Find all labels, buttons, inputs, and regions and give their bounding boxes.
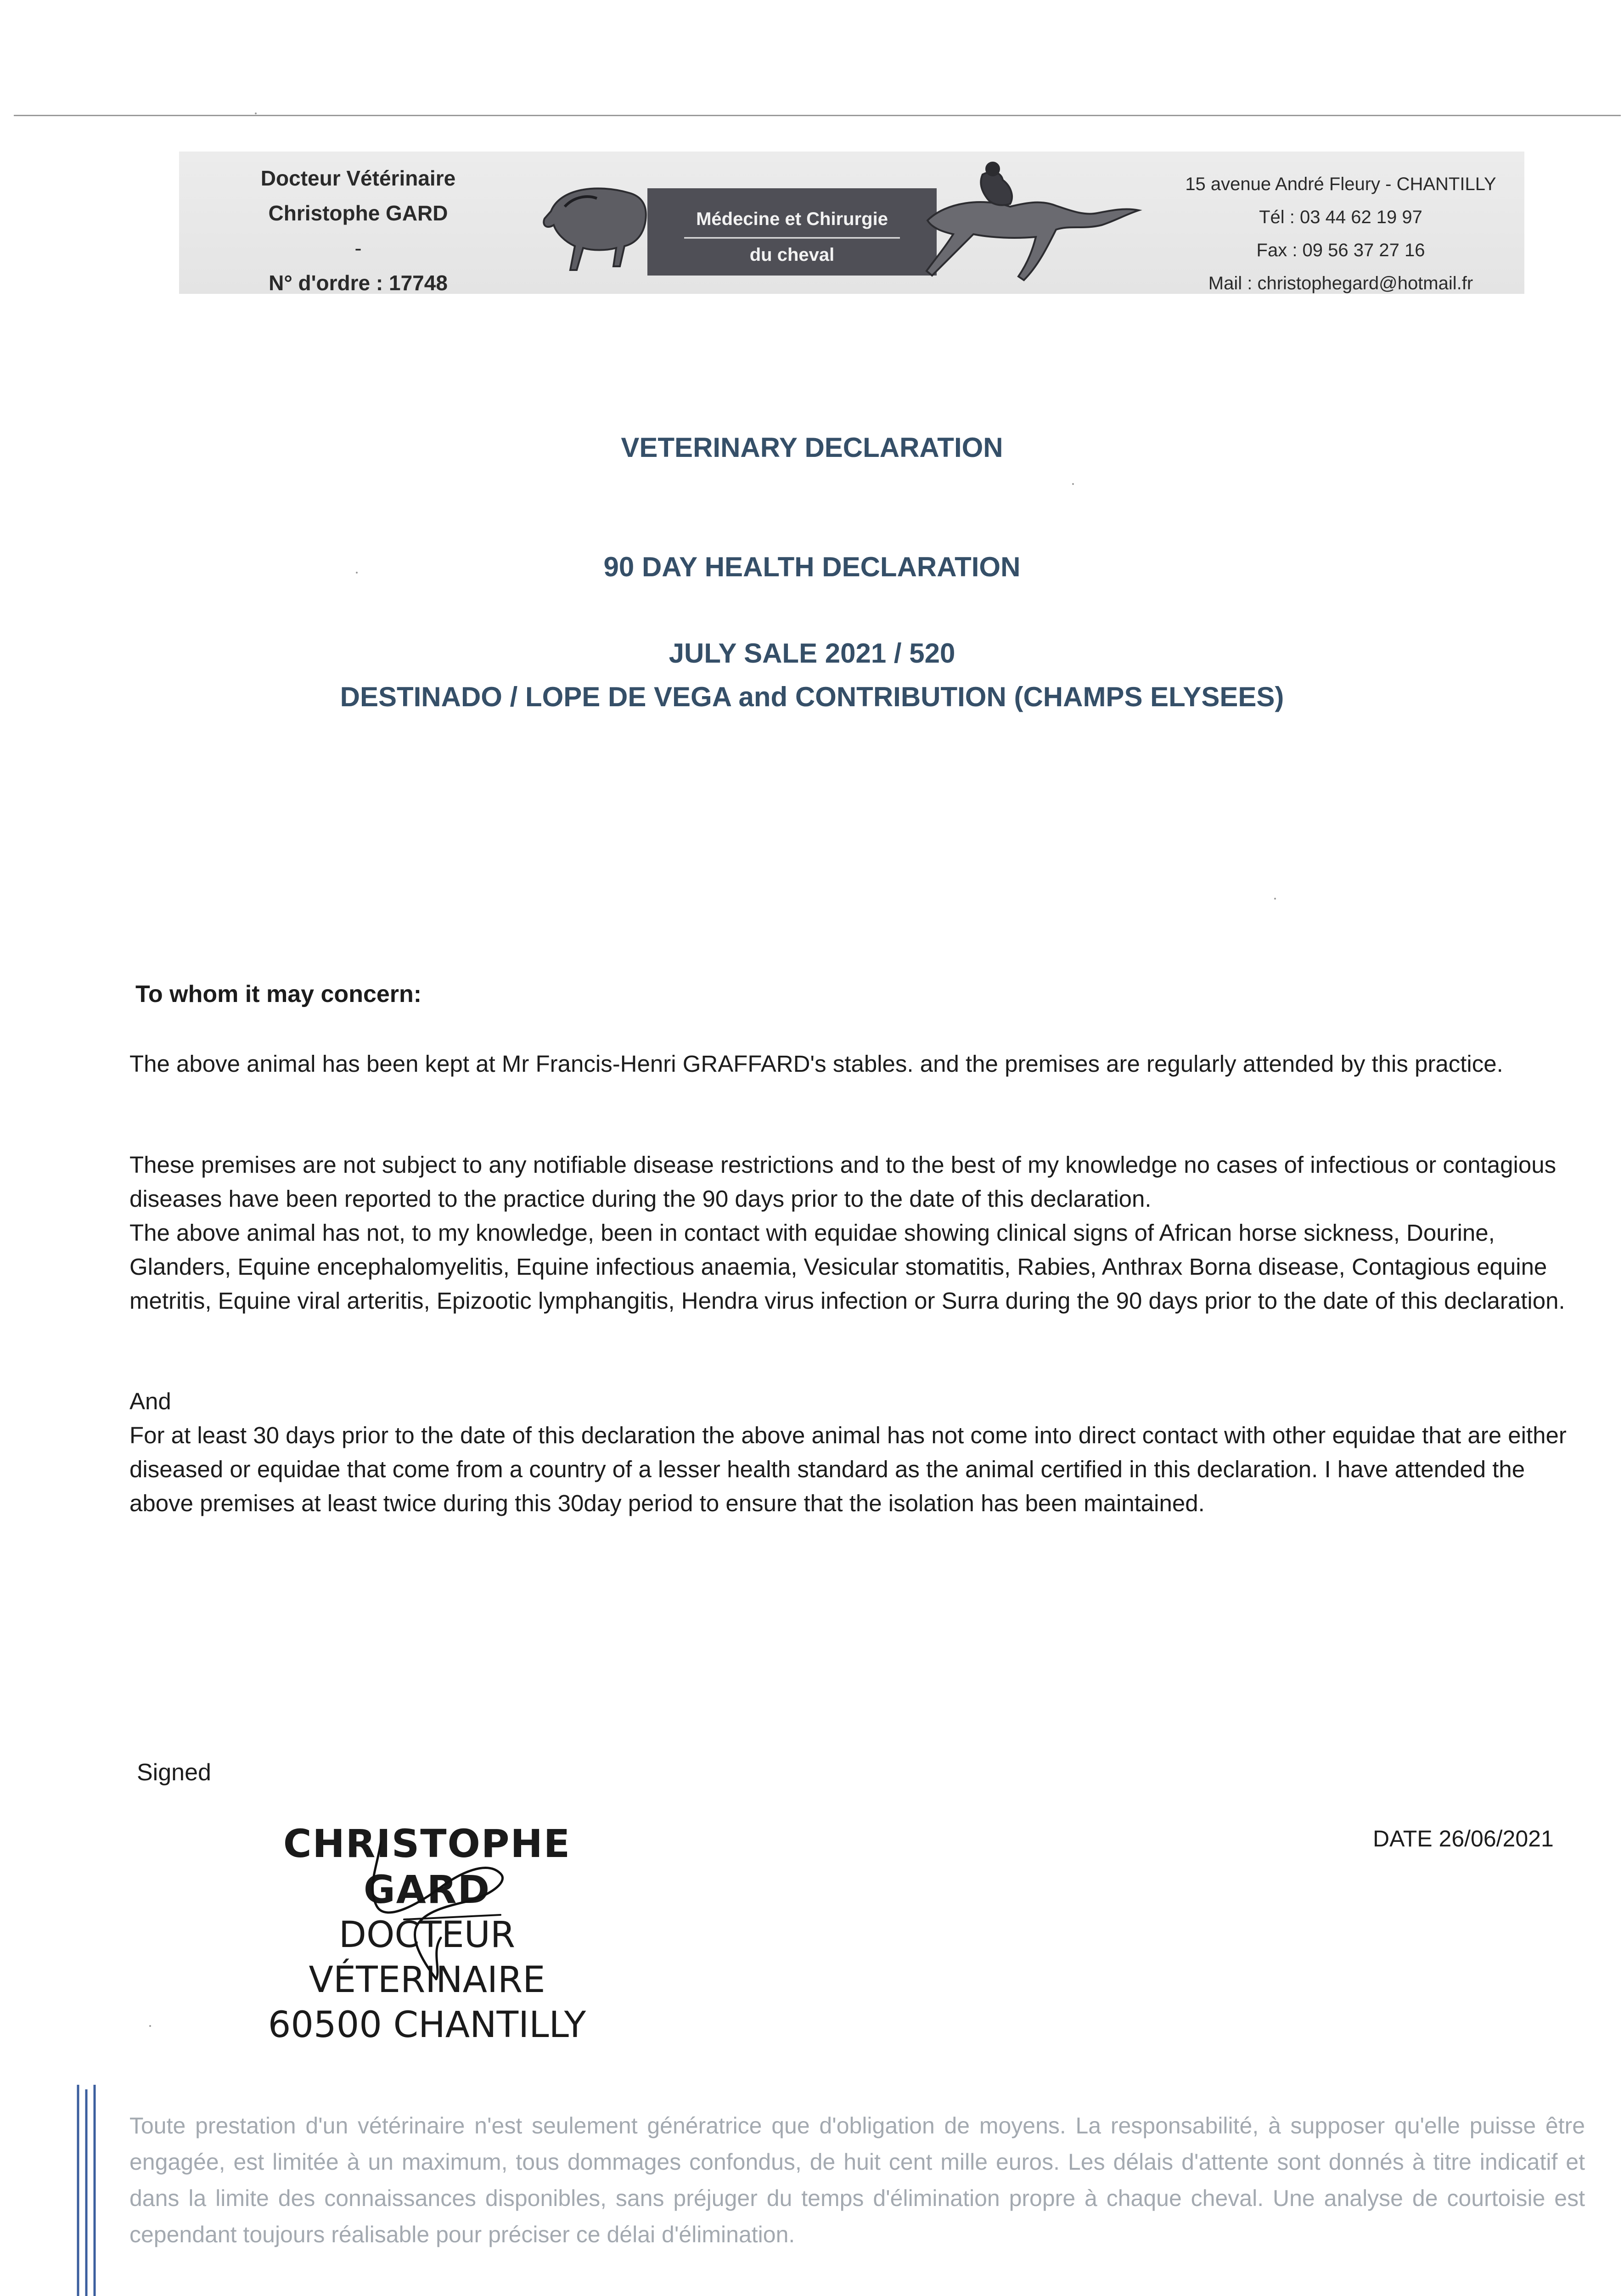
logo-text-box xyxy=(647,188,937,276)
stamp-name: CHRISTOPHE GARD xyxy=(283,1821,571,1912)
paragraph-restrictions: These premises are not subject to any notifiable disease restrictions and to the best of my knowledge no cases of infectious or contagious diseases have been reported to the practice during the 90 days prior to the date of this declaration. xyxy=(129,1152,1557,1212)
stamp-location: 60500 CHANTILLY xyxy=(268,2004,586,2046)
logo-line-2: du cheval xyxy=(749,245,835,265)
declaration-date: DATE 26/06/2021 xyxy=(1373,1826,1554,1851)
paragraph-30-days: For at least 30 days prior to the date of this declaration the above animal has not come into direct contact with other equidae that are either diseased or equidae that come from a country of a lesser health standard as the animal certified in this declaration. I have attended the above premises at least twice during this 30day period to ensure that the isolation has been maintained. xyxy=(129,1422,1567,1516)
top-divider xyxy=(14,115,1621,116)
conjunction-and: And xyxy=(129,1388,171,1414)
paragraph-contact: The above animal has not, to my knowledge, been in contact with equidae showing clinical signs of African horse sickness, Dourine, Glanders, Equine encephalomyelitis, Equine infectious anaemia, Vesicular stomatitis, Rabies, Anthrax Borna disease, Contagious equine metritis, Equine viral arteritis, Epizootic lymphangitis, Hendra virus infection or Surra during the 90 days prior to the date of this declaration. xyxy=(129,1220,1565,1314)
scan-speck xyxy=(1072,483,1074,485)
salutation: To whom it may concern: xyxy=(135,981,422,1007)
scan-speck xyxy=(149,2025,151,2027)
document-title: VETERINARY DECLARATION xyxy=(621,432,1003,463)
sale-reference xyxy=(0,631,1624,719)
legal-disclaimer: Toute prestation d'un vétérinaire n'est seulement génératrice que d'obligation de moyens. La responsabilité, à supposer qu'elle puisse être engagée, est limitée à un maximum, tous dommages confondus, de huit cent mille euros. Les délais d'attente sont donnés à titre indicatif et dans la limite des connaissances disponibles, sans préjuger du temps d'élimination propre à chaque cheval. Une analyse de courtoisie est cependant toujours réalisable pour préciser ce délai d'élimination. xyxy=(129,2113,1585,2247)
sale-lot: JULY SALE 2021 / 520 xyxy=(669,638,955,669)
racehorse-jockey-icon xyxy=(927,163,1139,280)
scan-speck xyxy=(356,572,358,574)
horse-left-icon xyxy=(544,188,646,270)
practitioner-name: Christophe GARD xyxy=(268,201,448,225)
letterhead-left xyxy=(179,161,537,300)
stamp-title: DOCTEUR VÉTERINAIRE xyxy=(309,1914,545,2001)
practice-logo xyxy=(533,156,1148,294)
practice-address: 15 avenue André Fleury - CHANTILLY xyxy=(1185,174,1496,194)
practice-email: Mail : christophegard@hotmail.fr xyxy=(1208,273,1473,293)
paragraph-isolation xyxy=(129,1384,1585,1520)
logo-line-1: Médecine et Chirurgie xyxy=(696,209,888,229)
horse-pedigree: DESTINADO / LOPE DE VEGA and CONTRIBUTION (CHAMPS ELYSEES) xyxy=(340,681,1284,712)
scan-speck xyxy=(1274,898,1276,900)
letterhead-right xyxy=(1139,168,1543,300)
practitioner-title: Docteur Vétérinaire xyxy=(260,166,456,190)
scan-speck xyxy=(255,113,257,114)
signed-label: Signed xyxy=(137,1759,211,1786)
practice-phone: Tél : 03 44 62 19 97 xyxy=(1259,207,1422,227)
paragraph-premises: The above animal has been kept at Mr Francis-Henri GRAFFARD's stables. and the premises are regularly attended by this practice. xyxy=(129,1051,1503,1077)
footer-margin-bars xyxy=(73,2085,101,2296)
letterhead-separator: - xyxy=(354,236,362,260)
paragraph-diseases xyxy=(129,1148,1585,1318)
order-number: N° d'ordre : 17748 xyxy=(269,271,448,295)
handwritten-signature xyxy=(349,1832,523,1988)
practice-fax: Fax : 09 56 37 27 16 xyxy=(1256,240,1425,260)
document-subtitle: 90 DAY HEALTH DECLARATION xyxy=(603,551,1021,582)
